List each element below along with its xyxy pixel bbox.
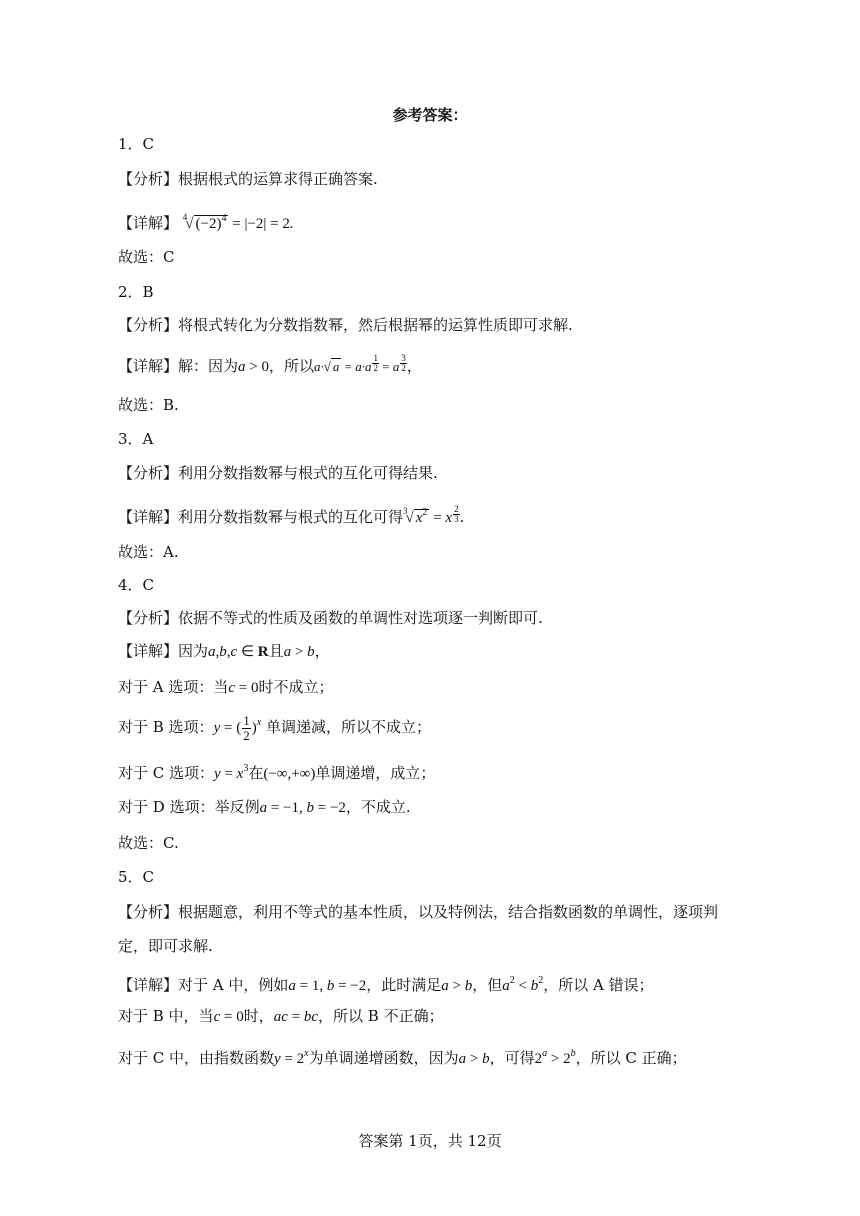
q1-detail — [118, 206, 294, 235]
q4-option-c-prefix: 对于 C 选项： — [118, 764, 215, 782]
q3-formula: $^3$√ $x^2 = x$ $\frac{2}{3}$ — [403, 504, 459, 526]
q5-detail-c-mid2: ，可得 — [489, 1049, 535, 1067]
q5-detail-a — [118, 970, 654, 997]
q4-detail: 【详解】因为a,b,c ∈ R且a > b， — [118, 642, 330, 660]
q3-answer: 故选：A. — [118, 543, 179, 561]
q5-detail-a-example: a = 1, b = −2 — [288, 978, 367, 994]
q4-option-d-formula: a = −1, b = −2 — [259, 800, 346, 816]
q5-analysis-line2: 定，即可求解. — [118, 937, 213, 955]
q5-detail-b-prefix: 对于 B 中，当 — [118, 1007, 214, 1025]
q5-detail-c — [118, 1043, 687, 1070]
q4-option-a-suffix: 时不成立； — [258, 678, 334, 696]
q2-detail-mid: ，所以 — [268, 357, 314, 375]
q1-analysis: 【分析】根据根式的运算求得正确答案. — [118, 170, 378, 188]
q4-option-c-formula: $y = x^3$ — [214, 763, 249, 782]
q5-detail-c-suffix: ，所以 C 正确； — [575, 1049, 687, 1067]
q2-detail-prefix: 【详解】解：因为 — [118, 357, 239, 375]
q4-option-a-prefix: 对于 A 选项：当 — [118, 678, 229, 696]
q4-option-a — [118, 676, 334, 699]
q5-detail-b-result: ac = bc — [273, 1009, 319, 1025]
q5-analysis-line1: 【分析】根据题意，利用不等式的基本性质，以及特例法，结合指数函数的单调性，逐项判 — [118, 903, 719, 921]
q5-detail-c-result: $2^a > 2^b$ — [534, 1048, 576, 1067]
q5-detail-a-prefix: 【详解】对于 A 中，例如 — [118, 976, 289, 994]
q4-option-c-suffix: 单调递增，成立； — [315, 764, 436, 782]
q2-answer: 故选：B. — [118, 396, 179, 414]
q4-option-c-interval: (−∞,+∞) — [263, 766, 316, 782]
q1-number: 1．C — [118, 135, 155, 153]
q1-formula: $^4$√ $(-2)^4 = |-2| = 2$. — [182, 212, 294, 232]
q5-detail-b — [118, 1005, 444, 1028]
q4-condition-set: a,b,c ∈ R — [208, 644, 269, 660]
q4-option-c — [118, 758, 435, 785]
q5-detail-c-function: $y = 2^x$ — [274, 1048, 309, 1067]
page-footer: 答案第 1页，共 12页 — [358, 1132, 502, 1150]
q5-detail-a-result: $a^2 < b^2$ — [502, 975, 544, 994]
q4-option-b — [118, 712, 431, 743]
q4-option-b-prefix: 对于 B 选项： — [118, 718, 214, 736]
q3-analysis: 【分析】利用分数指数幂与根式的互化可得结果. — [118, 464, 438, 482]
q4-option-c-mid: 在 — [248, 764, 264, 782]
q5-detail-a-suffix: ，所以 A 错误； — [543, 976, 654, 994]
q2-number: 2．B — [118, 283, 154, 301]
q2-detail: 【详解】解：因为a > 0，所以a·√ a = a·a $\frac{1}{2}$ = a $\frac{3}{2}$ ， — [118, 353, 422, 375]
q4-option-d — [118, 796, 411, 819]
q1-answer: 故选：C — [118, 248, 175, 266]
q2-condition: a > 0 — [238, 359, 269, 375]
q4-analysis: 【分析】依据不等式的性质及函数的单调性对选项逐一判断即可. — [118, 609, 543, 627]
q5-detail-a-mid1: ，此时满足 — [366, 976, 442, 994]
q2-analysis: 【分析】将根式转化为分数指数幂，然后根据幂的运算性质即可求解. — [118, 316, 573, 334]
page-title: 参考答案： — [392, 106, 468, 124]
q4-answer: 故选：C. — [118, 834, 179, 852]
q5-detail-a-mid2: ，但 — [472, 976, 503, 994]
q3-detail-prefix: 【详解】利用分数指数幂与根式的互化可得 — [118, 508, 404, 526]
q3-detail: 【详解】利用分数指数幂与根式的互化可得$^3$√ $x^2 = x$ $\frac{2}{3}$ . — [118, 504, 465, 526]
q4-option-b-formula: y = ( $\frac{1}{2}$ )$^x$ — [213, 713, 262, 744]
q5-detail-b-suffix: ，所以 B 不正确； — [318, 1007, 444, 1025]
q2-formula: a·√ a = a·a $\frac{1}{2}$ = a $\frac{3}{2}$ — [314, 353, 406, 374]
q5-detail-c-prefix: 对于 C 中，由指数函数 — [118, 1049, 275, 1067]
q5-detail-b-mid: 时， — [243, 1007, 274, 1025]
q5-detail-a-condition: a > b — [441, 978, 473, 994]
q5-detail-b-condition: c = 0 — [213, 1009, 244, 1025]
q4-option-d-prefix: 对于 D 选项：举反例 — [118, 798, 260, 816]
q4-option-b-suffix: 单调递减，所以不成立； — [265, 718, 431, 736]
q4-condition-order: a > b — [283, 644, 315, 660]
q5-number: 5．C — [118, 868, 155, 886]
q4-detail-prefix: 【详解】因为 — [118, 642, 209, 660]
q4-detail-mid: 且 — [268, 642, 284, 660]
q4-number: 4．C — [118, 576, 155, 594]
q5-detail-c-condition: a > b — [458, 1051, 490, 1067]
q5-detail-c-mid1: 为单调递增函数，因为 — [308, 1049, 459, 1067]
q1-detail-prefix: 【详解】 — [118, 214, 179, 232]
q3-number: 3．A — [118, 430, 154, 448]
q4-option-d-suffix: ，不成立. — [345, 798, 411, 816]
q4-option-a-formula: c = 0 — [228, 680, 259, 696]
